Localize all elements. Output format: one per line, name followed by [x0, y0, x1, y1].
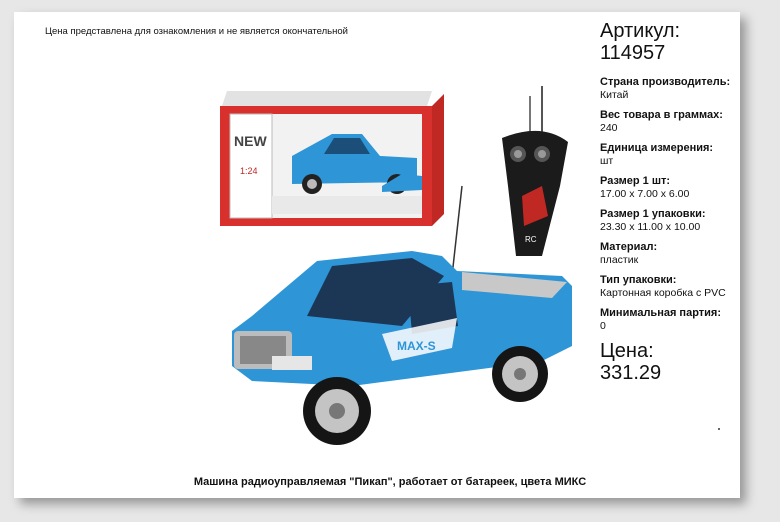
spec-label: Единица измерения:: [600, 142, 714, 154]
spec-label: Вес товара в граммах:: [600, 109, 723, 121]
product-caption: Машина радиоуправляемая "Пикап", работает от батареек, цвета МИКС: [193, 476, 587, 488]
article-label: Артикул:: [600, 20, 681, 42]
spec-label: Минимальная партия:: [600, 307, 721, 319]
article-value: 114957: [600, 42, 666, 64]
price-value: 331.29: [600, 362, 662, 384]
price-label: Цена:: [600, 340, 654, 362]
spec-value: 23.30 x 11.00 x 10.00: [600, 221, 701, 233]
spec-value: 17.00 x 7.00 x 6.00: [600, 188, 690, 200]
product-illustration: [212, 86, 592, 456]
spec-value: Китай: [600, 89, 629, 101]
spec-value: 240: [600, 122, 618, 134]
car-antenna: [452, 186, 462, 276]
product-photo: [212, 86, 592, 456]
toy-box: [220, 91, 444, 226]
spec-label: Страна производитель:: [600, 76, 731, 88]
controller-text: RC: [525, 235, 537, 244]
spec-value: шт: [600, 155, 614, 167]
price-disclaimer: Цена представлена для ознакомления и не является окончательной: [45, 26, 348, 37]
toy-car: [232, 251, 572, 445]
car-decal-text: MAX-S: [397, 339, 436, 353]
spec-label: Размер 1 шт:: [600, 175, 671, 187]
spec-value: 0: [600, 320, 606, 332]
spec-label: Тип упаковки:: [600, 274, 677, 286]
box-brand-text: NEW: [234, 133, 267, 149]
spec-label: Размер 1 упаковки:: [600, 208, 706, 220]
spec-label: Материал:: [600, 241, 658, 253]
spec-value: пластик: [600, 254, 639, 266]
spec-value: Картонная коробка с PVC: [600, 287, 726, 299]
stray-dot: [718, 428, 720, 430]
box-scale-text: 1:24: [240, 166, 258, 176]
product-specs: [600, 20, 770, 384]
remote-controller: [502, 86, 568, 256]
